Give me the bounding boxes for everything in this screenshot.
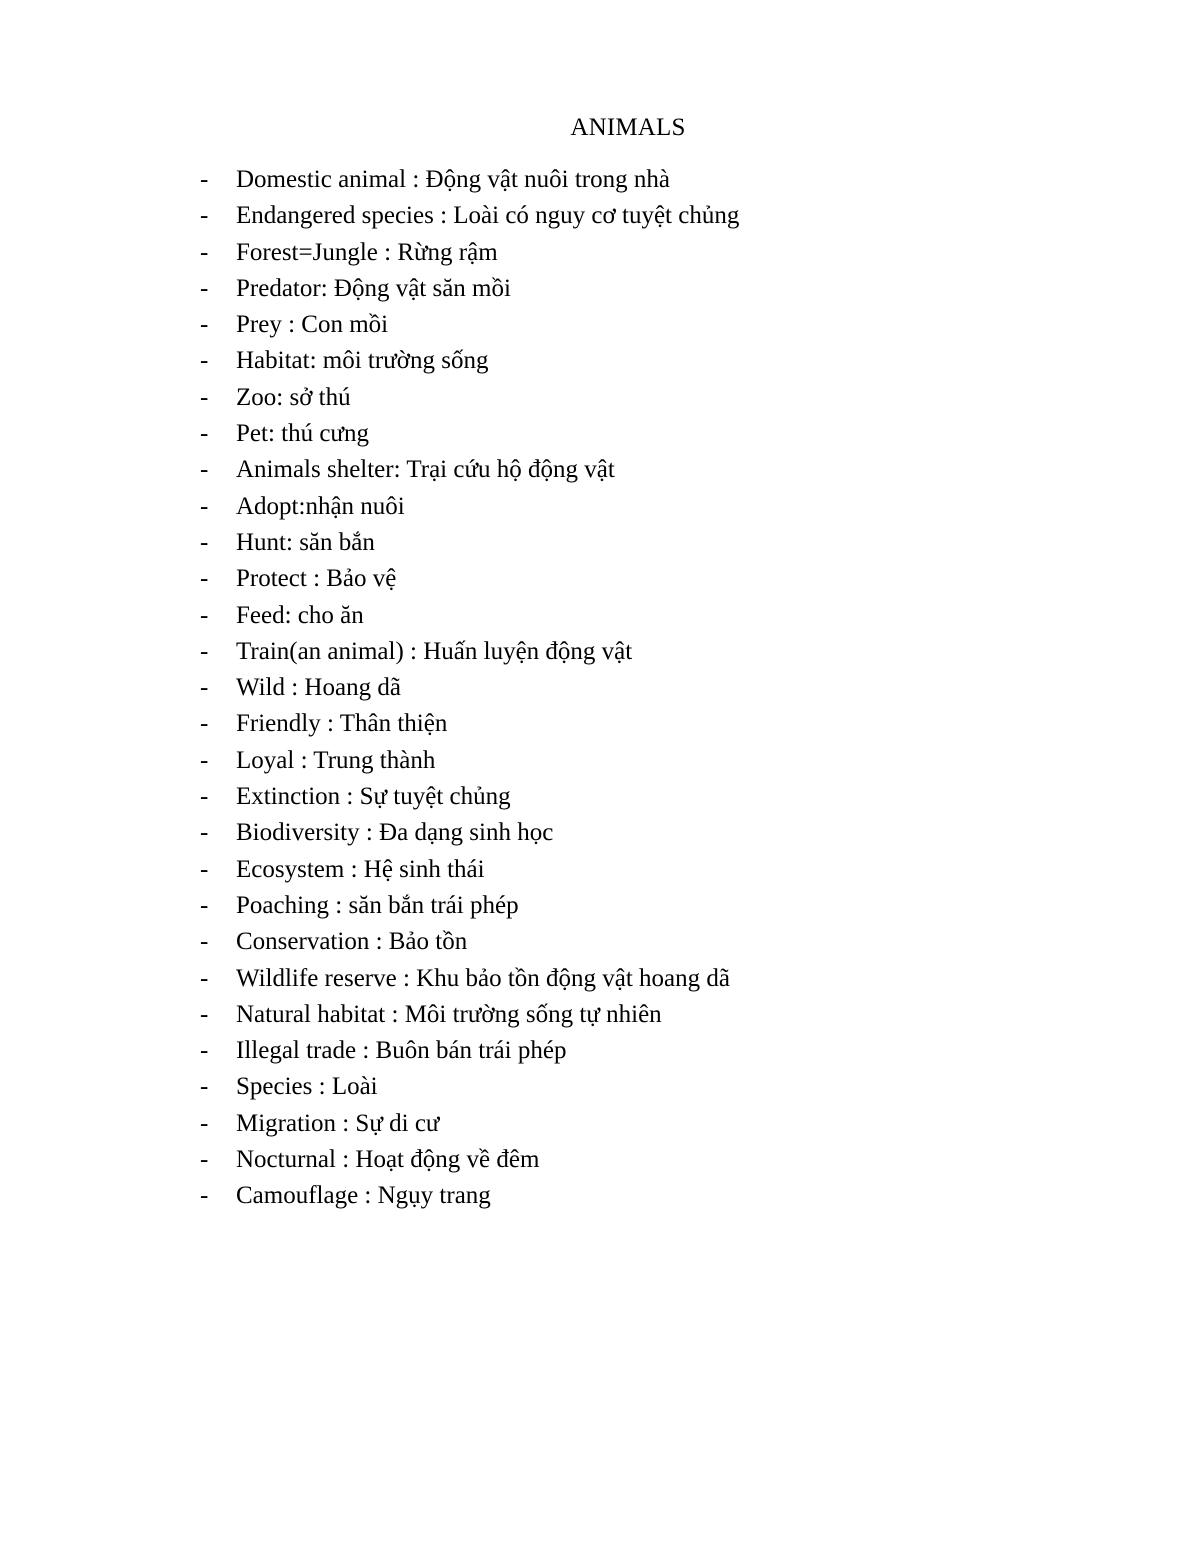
bullet-dash: - — [200, 746, 209, 774]
list-item — [200, 779, 739, 815]
vocab-entry: Domestic animal : Động vật nuôi trong nhà — [236, 166, 670, 193]
vocab-entry: Habitat: môi trường sống — [236, 347, 489, 375]
vocab-entry: Zoo: sở thú — [236, 383, 351, 411]
list-item — [200, 634, 739, 670]
bullet-dash: - — [200, 1182, 209, 1210]
list-item — [200, 561, 739, 597]
bullet-dash: - — [200, 891, 209, 919]
bullet-dash: - — [200, 238, 209, 266]
vocab-entry: Poaching : săn bắn trái phép — [236, 891, 519, 919]
vocab-entry: Feed: cho ăn — [236, 601, 364, 629]
vocab-entry: Conservation : Bảo tồn — [236, 928, 468, 956]
bullet-dash: - — [200, 420, 209, 448]
bullet-dash: - — [200, 783, 209, 811]
bullet-dash: - — [200, 710, 209, 738]
bullet-dash: - — [200, 1000, 209, 1028]
vocab-entry: Extinction : Sự tuyệt chủng — [236, 783, 511, 811]
vocab-entry: Adopt:nhận nuôi — [236, 492, 405, 520]
vocabulary-list — [200, 162, 739, 1215]
bullet-dash: - — [200, 601, 209, 629]
list-item — [200, 1033, 739, 1069]
list-item — [200, 1142, 739, 1178]
vocab-entry: Ecosystem : Hệ sinh thái — [236, 855, 485, 883]
list-item — [200, 961, 739, 997]
list-item — [200, 924, 739, 960]
vocab-entry: Wildlife reserve : Khu bảo tồn động vật hoang dã — [236, 964, 730, 992]
list-item — [200, 1069, 739, 1105]
bullet-dash: - — [200, 1073, 209, 1101]
vocab-entry: Prey : Con mồi — [236, 311, 389, 339]
vocab-entry: Illegal trade : Buôn bán trái phép — [236, 1037, 567, 1065]
list-item — [200, 1106, 739, 1142]
vocab-entry: Natural habitat : Môi trường sống tự nhiên — [236, 1000, 662, 1028]
vocab-entry: Pet: thú cưng — [236, 420, 369, 448]
bullet-dash: - — [200, 928, 209, 956]
bullet-dash: - — [200, 492, 209, 520]
vocab-entry: Forest=Jungle : Rừng rậm — [236, 238, 498, 266]
vocab-entry: Species : Loài — [236, 1073, 378, 1101]
list-item — [200, 271, 739, 307]
bullet-dash: - — [200, 565, 209, 593]
list-item — [200, 1178, 739, 1214]
bullet-dash: - — [200, 347, 209, 375]
vocab-entry: Nocturnal : Hoạt động về đêm — [236, 1146, 540, 1174]
vocab-entry: Train(an animal) : Huấn luyện động vật — [236, 637, 633, 665]
list-item — [200, 997, 739, 1033]
bullet-dash: - — [200, 855, 209, 883]
list-item — [200, 852, 739, 888]
vocab-entry: Animals shelter: Trại cứu hộ động vật — [236, 456, 615, 484]
vocab-entry: Camouflage : Ngụy trang — [236, 1182, 491, 1210]
list-item — [200, 743, 739, 779]
bullet-dash: - — [200, 1109, 209, 1137]
vocab-entry: Endangered species : Loài có nguy cơ tuyệt chủng — [236, 202, 740, 230]
list-item — [200, 525, 739, 561]
bullet-dash: - — [200, 202, 209, 230]
bullet-dash: - — [200, 1146, 209, 1174]
vocab-entry: Loyal : Trung thành — [236, 746, 436, 774]
vocab-entry: Migration : Sự di cư — [236, 1109, 440, 1137]
list-item — [200, 162, 739, 198]
bullet-dash: - — [200, 637, 209, 665]
bullet-dash: - — [200, 674, 209, 702]
vocab-entry: Wild : Hoang dã — [236, 674, 401, 702]
bullet-dash: - — [200, 1037, 209, 1065]
bullet-dash: - — [200, 964, 209, 992]
list-item — [200, 307, 739, 343]
bullet-dash: - — [200, 819, 209, 847]
list-item — [200, 670, 739, 706]
list-item — [200, 416, 739, 452]
bullet-dash: - — [200, 456, 209, 484]
list-item — [200, 706, 739, 742]
bullet-dash: - — [200, 383, 209, 411]
list-item — [200, 815, 739, 851]
bullet-dash: - — [200, 274, 209, 302]
vocab-entry: Friendly : Thân thiện — [236, 710, 448, 738]
vocab-entry: Biodiversity : Đa dạng sinh học — [236, 819, 554, 847]
list-item — [200, 198, 739, 234]
list-item — [200, 343, 739, 379]
list-item — [200, 452, 739, 488]
vocab-entry: Predator: Động vật săn mồi — [236, 274, 511, 302]
list-item — [200, 235, 739, 271]
bullet-dash: - — [200, 528, 209, 556]
vocab-entry: Hunt: săn bắn — [236, 528, 375, 556]
list-item — [200, 489, 739, 525]
list-item — [200, 380, 739, 416]
bullet-dash: - — [200, 311, 209, 339]
bullet-dash: - — [200, 166, 209, 193]
list-item — [200, 888, 739, 924]
vocab-entry: Protect : Bảo vệ — [236, 565, 397, 593]
list-item — [200, 598, 739, 634]
document-title: ANIMALS — [570, 114, 686, 141]
